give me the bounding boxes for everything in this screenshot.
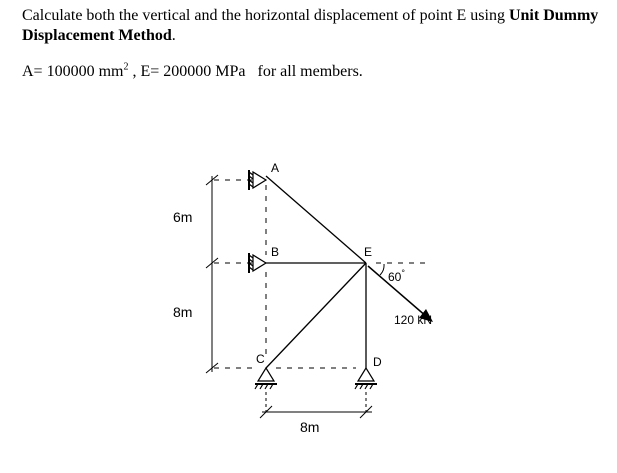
- load-magnitude: 120 kN: [394, 313, 433, 327]
- truss-members: [266, 176, 366, 368]
- node-label-b: B: [271, 245, 280, 259]
- area-exponent: 2: [123, 61, 129, 73]
- node-label-a: A: [271, 161, 280, 175]
- support-d-triangle: [358, 368, 374, 381]
- dimension-labels: [173, 209, 319, 435]
- property-separator: ,: [128, 63, 141, 80]
- vertical-dimension: [206, 175, 218, 373]
- dimension-upper-vertical: 6m: [173, 209, 193, 225]
- support-b-triangle: [253, 255, 266, 271]
- support-c-triangle: [258, 368, 274, 381]
- node-labels: [256, 161, 382, 369]
- method-name: Unit Dummy Displacement Method: [22, 7, 599, 44]
- load-angle-value: 60: [388, 270, 402, 284]
- problem-statement-text: Calculate both the vertical and the horizontal displacement of point E using: [22, 7, 509, 24]
- modulus-label: E= 200000 MPa: [140, 63, 246, 80]
- pin-support-d: [355, 368, 377, 389]
- node-label-c: C: [256, 352, 265, 366]
- area-label: A= 100000 mm: [22, 63, 124, 80]
- dimension-horizontal: 8m: [300, 419, 320, 435]
- statement-period: .: [171, 27, 176, 44]
- member-ae: [266, 176, 366, 263]
- horizontal-dimension: [260, 392, 372, 418]
- dimension-lower-vertical: 8m: [173, 304, 193, 320]
- node-label-d: D: [373, 355, 382, 369]
- load-angle-label: [388, 268, 405, 284]
- node-label-e: E: [364, 245, 373, 259]
- member-ce: [266, 263, 366, 368]
- pin-support-c: [255, 368, 277, 389]
- support-a-triangle: [253, 172, 266, 188]
- load-angle-unit: °: [401, 268, 405, 278]
- angle-arc: [380, 264, 384, 275]
- scope-label: for all members.: [257, 63, 363, 80]
